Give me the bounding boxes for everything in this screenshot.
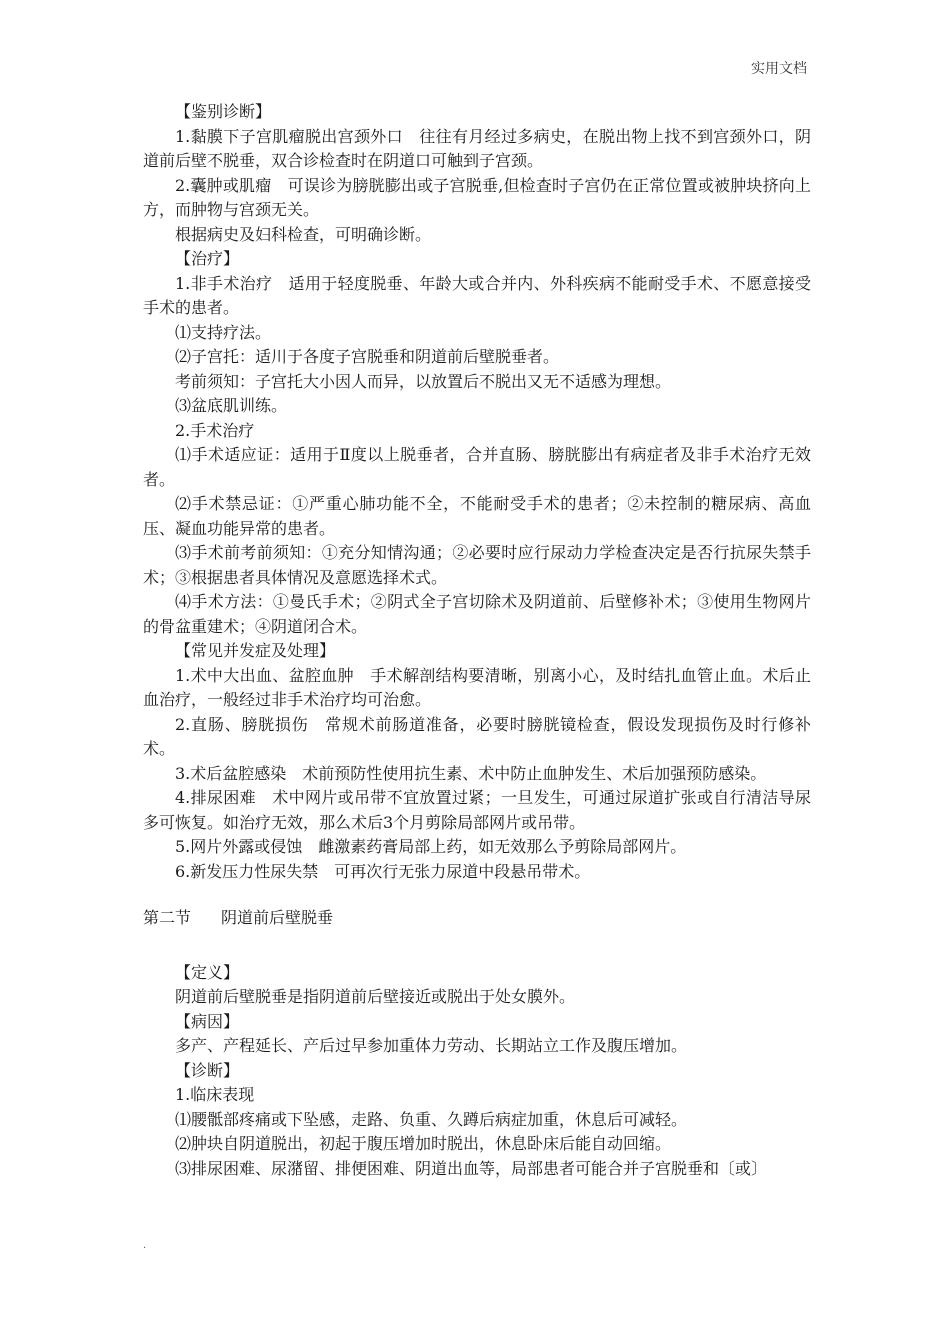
document-body (143, 100, 811, 1181)
definition-heading: 【定义】 (175, 962, 240, 982)
complication-item: 2.直肠、膀胱损伤 常规术前肠道准备，必要时膀胱镜检查，假设发现损伤及时行修补术。 (143, 714, 811, 758)
complication-item: 5.网片外露或侵蚀 雌激素药膏局部上药，如无效那么予剪除局部网片。 (175, 837, 687, 856)
cause-text: 多产、产程延长、产后过早参加重体力劳动、长期站立工作及腹压增加。 (175, 1036, 688, 1055)
differential-item: 2.囊肿或肌瘤 可误诊为膀胱膨出或子宫脱垂,但检查时子宫仍在正常位置或被肿块挤向上方，而肿物与宫颈无关。 (143, 175, 811, 219)
footer-mark: . (143, 1240, 147, 1251)
complications-heading: 【常见并发症及处理】 (175, 641, 336, 660)
treatment-subitem: ⑴手术适应证：适用于Ⅱ度以上脱垂者，合并直肠、膀胱膨出有病症者及非手术治疗无效者。 (143, 445, 811, 489)
treatment-subitem: ⑶手术前考前须知：①充分知情沟通；②必要时应行尿动力学检查决定是否行抗尿失禁手术；③根据患者具体情况及意愿选择术式。 (143, 543, 811, 587)
differential-conclusion: 根据病史及妇科检查，可明确诊断。 (175, 224, 432, 244)
section-number: 第二节 (143, 908, 192, 927)
treatment-subitem: ⑵子宫托：适川于各度子宫脱垂和阴道前后壁脱垂者。 (175, 347, 560, 366)
treatment-item: 2.手术治疗 (175, 420, 255, 440)
complication-item: 4.排尿困难 术中网片或吊带不宜放置过紧；一旦发生，可通过尿道扩张或自行清洁导尿多可恢复。如治疗无效，那么术后3个月剪除局部网片或吊带。 (143, 788, 811, 832)
treatment-heading: 【治疗】 (175, 249, 240, 268)
differential-item: 1.黏膜下子宫肌瘤脱出宫颈外口 往往有月经过多病史，在脱出物上找不到宫颈外口，阴道前后壁不脱垂，双合诊检查时在阴道口可触到子宫颈。 (143, 126, 811, 170)
treatment-item: 1.非手术治疗 适用于轻度脱垂、年龄大或合并内、外科疾病不能耐受手术、不愿意接受手术的患者。 (143, 273, 811, 317)
treatment-subitem: ⑵手术禁忌证：①严重心肺功能不全，不能耐受手术的患者；②未控制的糖尿病、高血压、凝血功能异常的患者。 (143, 494, 811, 538)
section-title (143, 906, 811, 931)
diagnosis-item: ⑵肿块自阴道脱出，初起于腹压增加时脱出，休息卧床后能自动回缩。 (175, 1134, 672, 1153)
complication-item: 1.术中大出血、盆腔血肿 手术解剖结构要清晰，别离小心，及时结扎血管止血。术后止血治疗，一般经过非手术治疗均可治愈。 (143, 665, 811, 709)
diagnosis-item: ⑴腰骶部疼痛或下坠感，走路、负重、久蹲后病症加重，休息后可减轻。 (175, 1109, 688, 1129)
differential-diagnosis-heading: 【鉴别诊断】 (175, 102, 272, 121)
cause-heading: 【病因】 (175, 1011, 240, 1031)
complication-item: 6.新发压力性尿失禁 可再次行无张力尿道中段悬吊带术。 (175, 861, 591, 881)
section-name: 阴道前后壁脱垂 (221, 908, 334, 927)
diagnosis-heading: 【诊断】 (175, 1060, 240, 1080)
diagnosis-subheading: 1.临床表现 (175, 1085, 255, 1104)
page-header: 实用文档 (751, 61, 807, 77)
treatment-subitem: ⑴支持疗法。 (175, 322, 272, 342)
definition-text: 阴道前后壁脱垂是指阴道前后壁接近或脱出于处女膜外。 (175, 987, 576, 1006)
treatment-note: 考前须知：子宫托大小因人而异，以放置后不脱出又无不适感为理想。 (175, 371, 672, 391)
treatment-subitem: ⑷手术方法：①曼氏手术；②阴式全子宫切除术及阴道前、后壁修补术；③使用生物网片的骨盆重建术；④阴道闭合术。 (143, 592, 811, 636)
treatment-subitem: ⑶盆底肌训练。 (175, 396, 288, 415)
complication-item: 3.术后盆腔感染 术前预防性使用抗生素、术中防止血肿发生、术后加强预防感染。 (175, 763, 767, 783)
diagnosis-item: ⑶排尿困难、尿潴留、排便困难、阴道出血等，局部患者可能合并子宫脱垂和〔或〕 (175, 1158, 768, 1178)
